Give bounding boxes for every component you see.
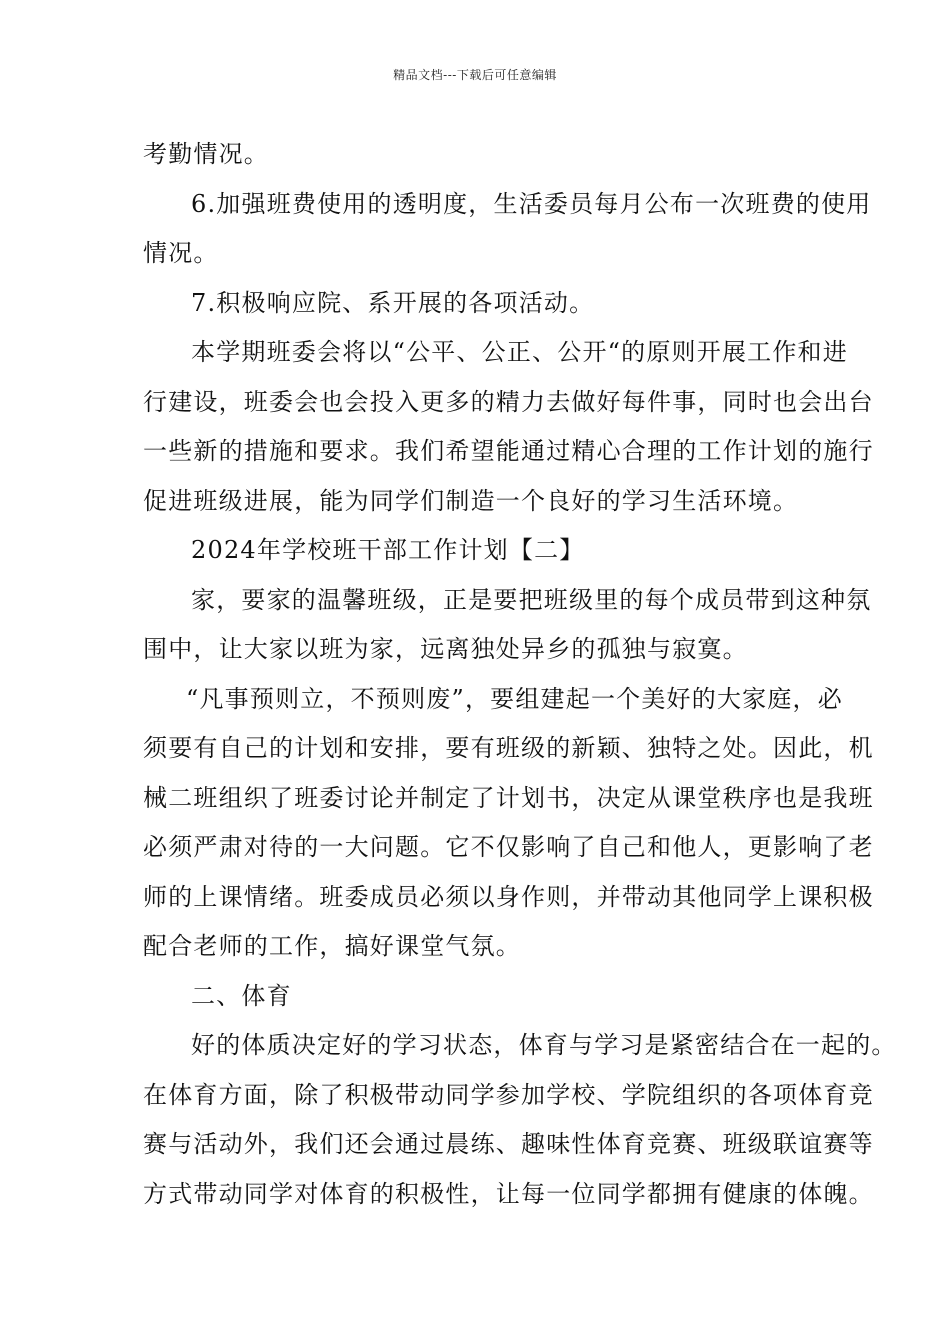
- body-line: 在体育方面，除了积极带动同学参加学校、学院组织的各项体育竞: [143, 1080, 874, 1109]
- body-line: 必须严肃对待的一大问题。它不仅影响了自己和他人，更影响了老: [143, 833, 874, 861]
- body-line: 须要有自己的计划和安排，要有班级的新颖、独特之处。因此，机: [143, 734, 874, 762]
- body-line: 械二班组织了班委讨论并制定了计划书，决定从课堂秩序也是我班: [143, 783, 874, 812]
- page-header: 精品文档---下载后可任意编辑: [393, 68, 557, 82]
- section-heading: 二、体育: [191, 981, 292, 1010]
- body-line: 家，要家的温馨班级，正是要把班级里的每个成员带到这种氛: [191, 585, 872, 614]
- body-line: “凡事预则立，不预则废”，要组建起一个美好的大家庭，必: [186, 684, 843, 713]
- body-line: 围中，让大家以班为家，远离独处异乡的孤独与寂寞。: [143, 635, 748, 663]
- body-line: 方式带动同学对体育的积极性，让每一位同学都拥有健康的体魄。: [143, 1179, 874, 1208]
- body-line: 6.加强班费使用的透明度，生活委员每月公布一次班费的使用: [191, 189, 872, 218]
- body-line: 赛与活动外，我们还会通过晨练、趣味性体育竞赛、班级联谊赛等: [143, 1130, 874, 1158]
- body-line: 配合老师的工作，搞好课堂气氛。: [143, 932, 521, 960]
- body-line: 一些新的措施和要求。我们希望能通过精心合理的工作计划的施行: [143, 437, 874, 465]
- document-body: [143, 130, 897, 1219]
- body-line: 促进班级进展，能为同学们制造一个良好的学习生活环境。: [143, 486, 799, 515]
- body-line: 好的体质决定好的学习状态，体育与学习是紧密结合在一起的。: [191, 1031, 897, 1059]
- body-line: 情况。: [143, 239, 219, 267]
- body-line: 7.积极响应院、系开展的各项活动。: [191, 288, 595, 317]
- body-line: 考勤情况。: [143, 140, 269, 168]
- section-heading: 2024年学校班干部工作计划【二】: [191, 536, 585, 564]
- body-line: 本学期班委会将以“公平、公正、公开“的原则开展工作和进: [191, 338, 848, 366]
- body-line: 行建设，班委会也会投入更多的精力去做好每件事，同时也会出台: [143, 387, 874, 416]
- body-line: 师的上课情绪。班委成员必须以身作则，并带动其他同学上课积极: [143, 882, 874, 911]
